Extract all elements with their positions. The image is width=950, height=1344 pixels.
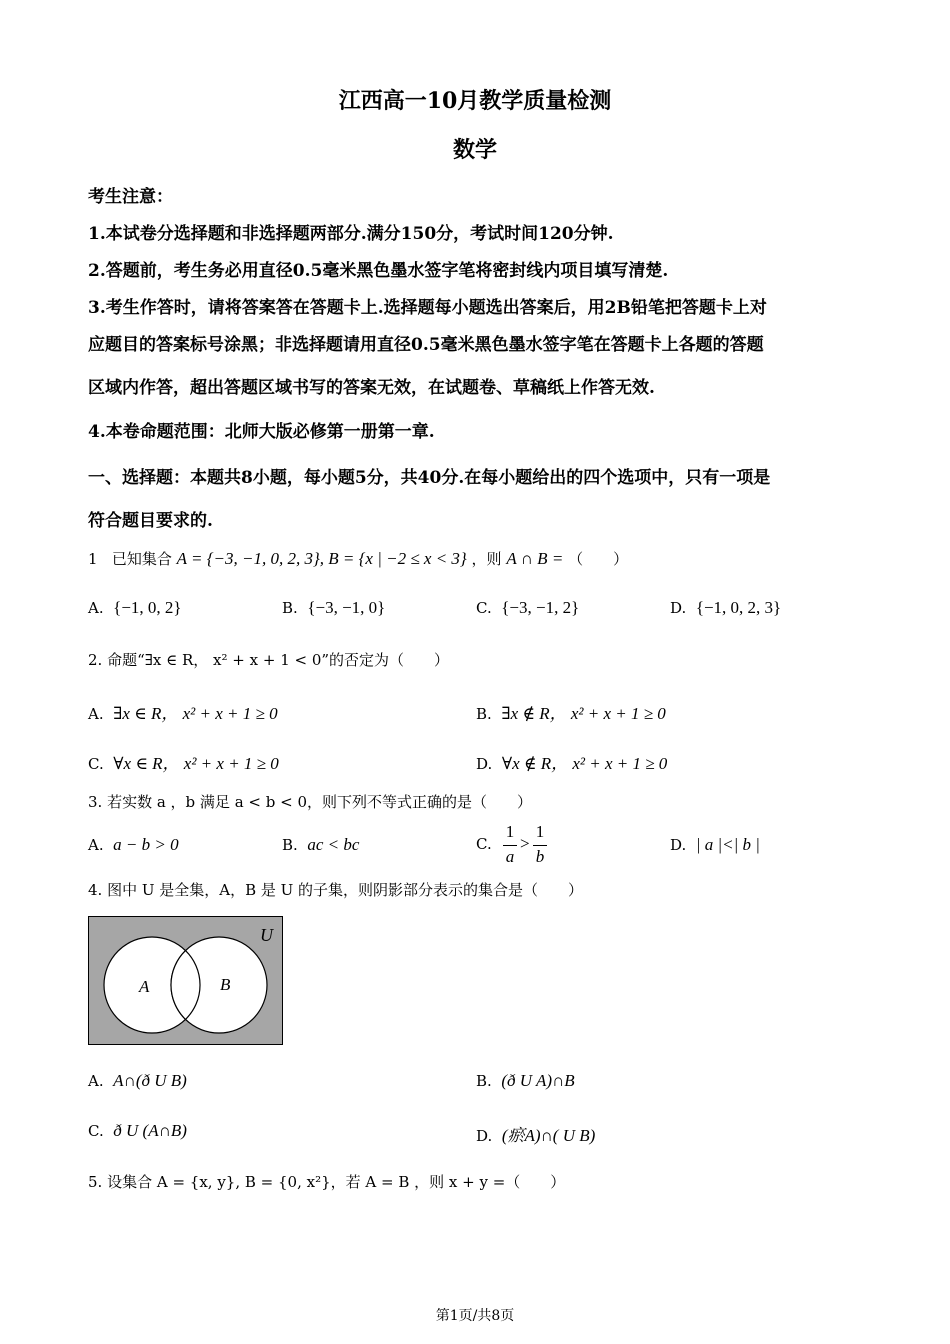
question-1-paren: （ ） xyxy=(568,550,629,568)
q3-option-b xyxy=(282,835,359,855)
notice-item-3-cont2: 区域内作答，超出答题区域书写的答案无效，在试题卷、草稿纸上作答无效. xyxy=(88,378,655,398)
q1-option-c-label: C. xyxy=(476,599,492,617)
section-heading-line1: 一、选择题：本题共8小题，每小题5分，共40分.在每小题给出的四个选项中，只有一项是 xyxy=(88,468,771,488)
q4-option-d-text: (瘀A)∩( U B) xyxy=(501,1126,596,1145)
q2-option-c-label: C. xyxy=(88,755,104,773)
q1-option-b-label: B. xyxy=(282,599,298,617)
q3-option-a-text: a − b > 0 xyxy=(113,835,179,854)
q4-option-b-label: B. xyxy=(476,1072,492,1090)
q2-option-a-label: A. xyxy=(88,705,104,723)
q3-option-c-fractions xyxy=(500,822,550,870)
venn-label-u: U xyxy=(260,925,273,945)
notice-heading: 考生注意： xyxy=(88,187,173,207)
question-1-sets: A = {−3, −1, 0, 2, 3}, B = {x | −2 ≤ x < 3} xyxy=(176,549,467,568)
question-1-expr: A ∩ B = xyxy=(506,549,564,568)
q1-option-c xyxy=(476,598,579,618)
question-4: 4. 图中 U 是全集，A，B 是 U 的子集，则阴影部分表示的集合是（ ） xyxy=(88,881,584,899)
q2-option-d-label: D. xyxy=(476,755,493,773)
q4-option-a xyxy=(88,1071,187,1091)
question-1-prefix: 已知集合 xyxy=(111,550,172,568)
question-2: 2. 命题“∃x ∈ R， x² + x + 1 < 0”的否定为（ ） xyxy=(88,651,450,669)
q3-c-den2: b xyxy=(535,847,545,866)
subject-title: 数学 xyxy=(452,137,497,163)
q4-option-c xyxy=(88,1121,187,1141)
q3-c-den1: a xyxy=(505,847,515,866)
q1-option-c-text: {−3, −1, 2} xyxy=(501,598,580,617)
q2-option-a xyxy=(88,699,278,724)
q3-option-b-label: B. xyxy=(282,836,298,854)
notice-item-3-cont1: 应题目的答案标号涂黑；非选择题请用直径0.5毫米黑色墨水签字笔在答题卡上各题的答题 xyxy=(88,335,764,355)
q4-option-d-label: D. xyxy=(476,1127,493,1145)
q3-option-c-label: C. xyxy=(476,835,492,853)
q2-option-c-text: ∀x ∈ R， x² + x + 1 ≥ 0 xyxy=(113,754,279,773)
q4-option-b xyxy=(476,1071,575,1091)
q3-option-d-text: | a |<| b | xyxy=(695,835,760,854)
q3-option-b-text: ac < bc xyxy=(307,835,360,854)
q3-c-num1: 1 xyxy=(505,822,515,841)
q2-option-b xyxy=(476,699,666,724)
exam-title: 江西高一10月教学质量检测 xyxy=(338,88,612,114)
q2-option-d-text: ∀x ∉ R， x² + x + 1 ≥ 0 xyxy=(501,754,668,773)
q1-option-a xyxy=(88,598,182,618)
q3-c-fraction-bar1 xyxy=(503,845,517,846)
q3-option-d-label: D. xyxy=(670,836,687,854)
notice-item-1: 1.本试卷分选择题和非选择题两部分.满分150分，考试时间120分钟. xyxy=(88,224,614,244)
q1-option-b xyxy=(282,598,385,618)
venn-label-b: B xyxy=(220,975,231,994)
q4-option-a-label: A. xyxy=(88,1072,104,1090)
q1-option-b-text: {−3, −1, 0} xyxy=(307,598,386,617)
q2-option-a-text: ∃x ∈ R， x² + x + 1 ≥ 0 xyxy=(113,704,278,723)
question-3: 3. 若实数 a ，b 满足 a < b < 0，则下列不等式正确的是（ ） xyxy=(88,793,532,811)
question-1-suffix: ，则 xyxy=(471,550,502,568)
q4-option-d xyxy=(476,1121,595,1146)
q4-option-a-text: A∩(ð U B) xyxy=(113,1071,187,1090)
q4-option-c-text: ð U (A∩B) xyxy=(113,1121,187,1140)
q1-option-d xyxy=(670,598,781,618)
q3-option-a-label: A. xyxy=(88,836,104,854)
q1-option-d-text: {−1, 0, 2, 3} xyxy=(695,598,782,617)
venn-label-a: A xyxy=(139,977,150,996)
q1-option-d-label: D. xyxy=(670,599,687,617)
venn-diagram xyxy=(88,916,284,1046)
q2-option-d xyxy=(476,749,667,774)
page-footer: 第1页/共8页 xyxy=(435,1308,515,1324)
question-1-number: 1 xyxy=(88,550,98,568)
q3-c-op: > xyxy=(520,834,530,853)
q1-option-a-text: {−1, 0, 2} xyxy=(113,598,182,617)
q2-option-c xyxy=(88,749,279,774)
notice-item-4: 4.本卷命题范围：北师大版必修第一册第一章. xyxy=(88,422,435,442)
q4-option-b-text: (ð U A)∩B xyxy=(501,1071,575,1090)
notice-item-3: 3.考生作答时，请将答案答在答题卡上.选择题每小题选出答案后，用2B铅笔把答题卡上对 xyxy=(88,298,767,318)
q1-option-a-label: A. xyxy=(88,599,104,617)
q3-option-a xyxy=(88,835,179,855)
q3-c-num2: 1 xyxy=(535,822,545,841)
question-1 xyxy=(88,548,628,569)
q2-option-b-text: ∃x ∉ R， x² + x + 1 ≥ 0 xyxy=(501,704,666,723)
q2-option-b-label: B. xyxy=(476,705,492,723)
section-heading-line2: 符合题目要求的. xyxy=(88,511,213,531)
q4-option-c-label: C. xyxy=(88,1122,104,1140)
notice-item-2: 2.答题前，考生务必用直径0.5毫米黑色墨水签字笔将密封线内项目填写清楚. xyxy=(88,261,669,281)
q3-c-fraction-bar2 xyxy=(533,845,547,846)
q3-option-d xyxy=(670,835,760,855)
question-5: 5. 设集合 A = {x, y}, B = {0, x²}，若 A = B ，则 x + y =（ ） xyxy=(88,1173,566,1191)
